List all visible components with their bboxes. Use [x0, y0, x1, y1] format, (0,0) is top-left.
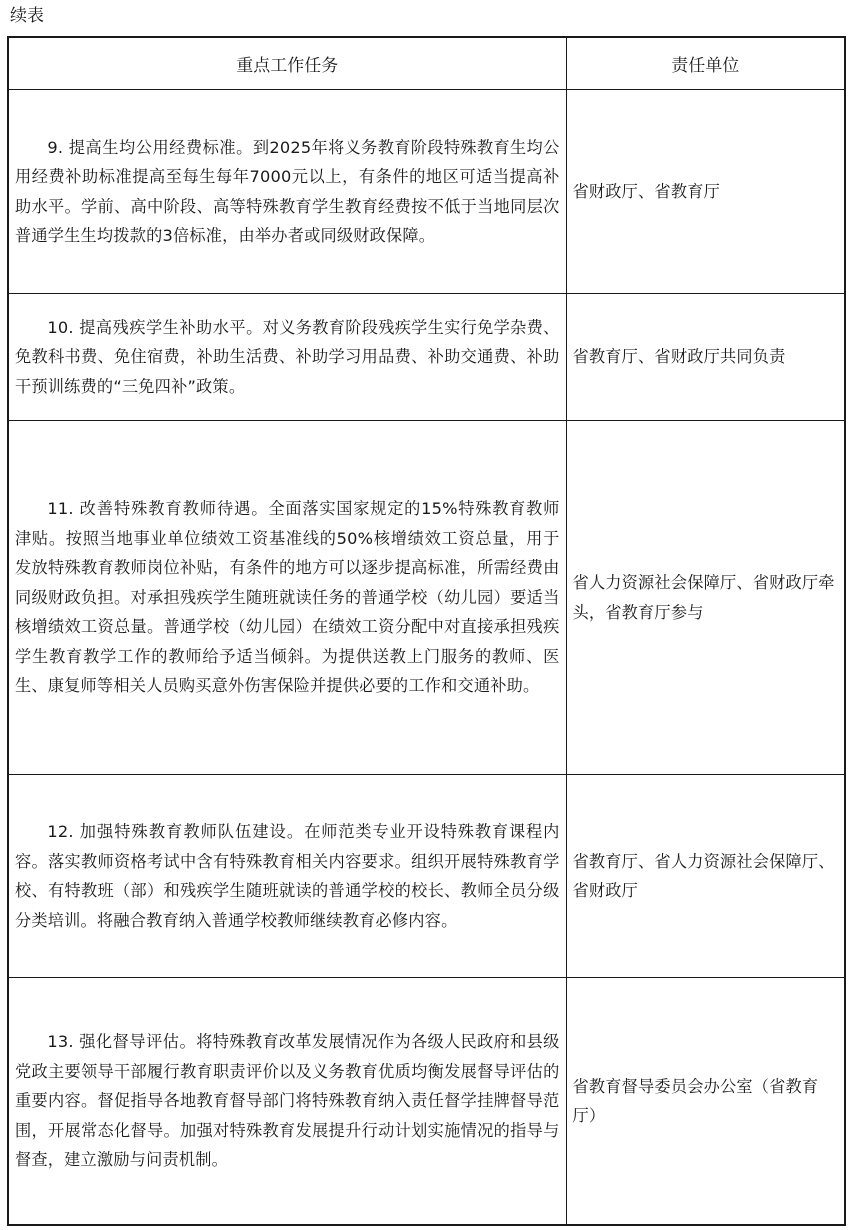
table-row: [8, 294, 845, 421]
table-row: [8, 978, 845, 1226]
table-caption: 续表: [10, 6, 44, 26]
task-heading: 加强特殊教育教师队伍建设。: [79, 822, 305, 841]
task-body: 到2025年将义务教育阶段特殊教育生均公用经费补助标准提高至每生每年7000元以上，有条件的地区可适当提高补助水平。学前、高中阶段、高等特殊教育学生教育经费按不低于当地同层次普通学生生均拨款的3倍标准，由举办者或同级财政保障。: [15, 137, 560, 245]
task-table: [7, 36, 846, 1226]
unit-cell: 省教育厅、省人力资源社会保障厅、省财政厅: [566, 775, 845, 978]
task-number: 9.: [47, 137, 64, 157]
task-number: 11.: [47, 499, 74, 519]
task-heading: 改善特殊教育教师待遇。: [79, 499, 269, 519]
unit-cell: 省财政厅、省教育厅: [566, 90, 845, 294]
unit-cell: 省人力资源社会保障厅、省财政厅牵头，省教育厅参与: [566, 421, 845, 775]
task-body: 在师范类专业开设特殊教育课程内容。落实教师资格考试中含有特殊教育相关内容要求。组织开展特殊教育学校、有特教班（部）和残疾学生随班就读的普通学校的校长、教师全员分级分类培训。将融合教育纳入普通学校教师继续教育必修内容。: [15, 822, 560, 930]
unit-cell: 省教育厅、省财政厅共同负责: [566, 294, 845, 421]
task-number: 10.: [47, 317, 74, 337]
task-heading: 强化督导评估。: [79, 1032, 197, 1052]
task-body: 对义务教育阶段残疾学生实行免学杂费、免教科书费、免住宿费，补助生活费、补助学习用品费、补助交通费、补助干预训练费的“三免四补”政策。: [15, 317, 560, 396]
task-number: 13.: [47, 1032, 74, 1052]
task-cell: [8, 421, 566, 775]
table-row: [8, 421, 845, 775]
unit-cell: 省教育督导委员会办公室（省教育厅）: [566, 978, 845, 1226]
task-heading: 提高生均公用经费标准。: [68, 137, 253, 157]
task-cell: [8, 294, 566, 421]
task-number: 12.: [47, 822, 74, 841]
table-row: [8, 90, 845, 294]
task-heading: 提高残疾学生补助水平。: [79, 317, 263, 337]
task-body: 全面落实国家规定的15%特殊教育教师津贴。按照当地事业单位绩效工资基准线的50%核增绩效工资总量，用于发放特殊教育教师岗位补贴，有条件的地方可以逐步提高标准，所需经费由同级财政负担。对承担残疾学生随班就读任务的普通学校（幼儿园）要适当核增绩效工资总量。普通学校（幼儿园）在绩效工资分配中对直接承担残疾学生教育教学工作的教师给予适当倾斜。为提供送教上门服务的教师、医生、康复师等相关人员购买意外伤害保险并提供必要的工作和交通补助。: [15, 499, 560, 696]
table-row: [8, 775, 845, 978]
task-body: 将特殊教育改革发展情况作为各级人民政府和县级党政主要领导干部履行教育职责评价以及义务教育优质均衡发展督导评估的重要内容。督促指导各地教育督导部门将特殊教育纳入责任督学挂牌督导范围，开展常态化督导。加强对特殊教育发展提升行动计划实施情况的指导与督查，建立激励与问责机制。: [15, 1032, 560, 1170]
table-header-row: [8, 37, 845, 90]
header-task: 重点工作任务: [8, 37, 566, 90]
task-cell: [8, 90, 566, 294]
task-cell: [8, 775, 566, 978]
header-unit: 责任单位: [566, 37, 845, 90]
task-cell: [8, 978, 566, 1226]
